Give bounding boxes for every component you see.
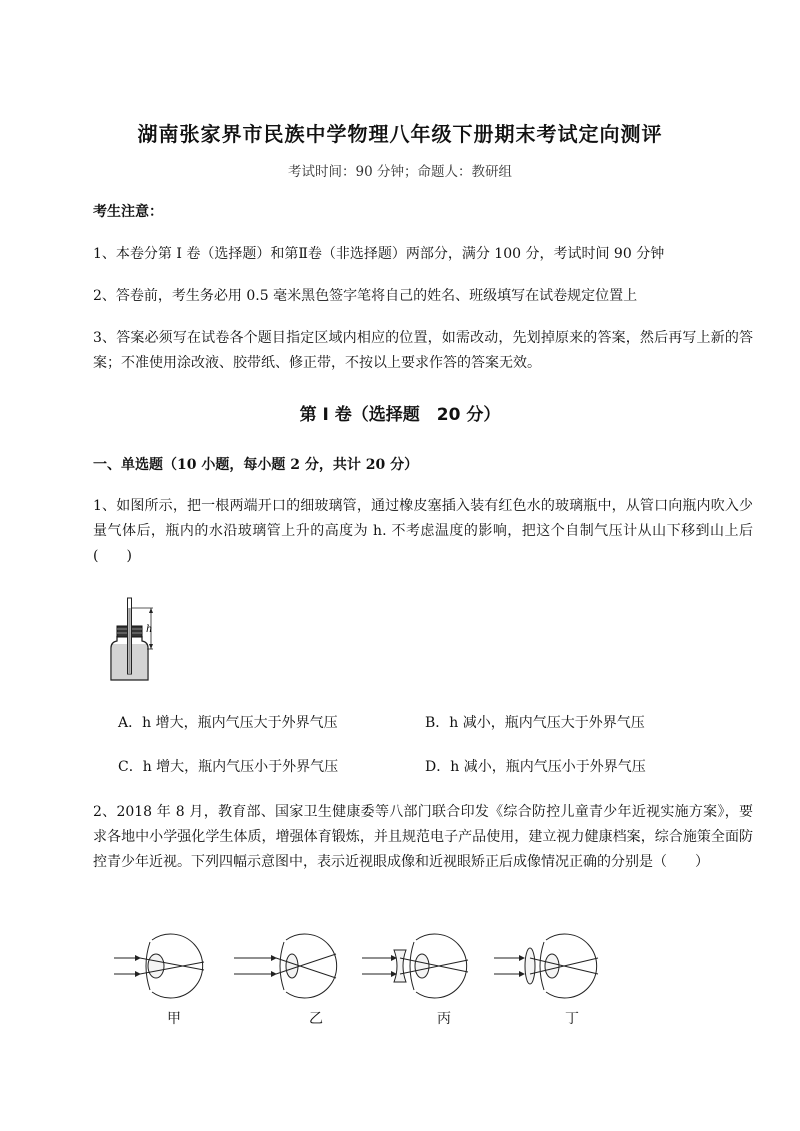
eye-diagrams-figure [110, 930, 630, 1005]
page-title: 湖南张家界市民族中学物理八年级下册期末考试定向测评 [137, 122, 663, 146]
notice-heading: 考生注意： [93, 204, 163, 220]
option-a[interactable]: A．h 增大，瓶内气压大于外界气压 [118, 715, 338, 731]
option-c[interactable]: C．h 增大，瓶内气压小于外界气压 [118, 759, 339, 775]
part-heading: 一、单选题（10 小题，每小题 2 分，共计 20 分） [93, 457, 419, 473]
eye-diagram-bing [362, 934, 468, 998]
figure-label-bing: 丙 [437, 1011, 451, 1027]
question-1-stem: 1、如图所示，把一根两端开口的细玻璃管，通过橡皮塞插入装有红色水的玻璃瓶中，从管口向瓶内吹入少量气体后，瓶内的水沿玻璃管上升的高度为 h. 不考虑温度的影响，把这个自制气压计从山下移到山上后( ) [93, 498, 753, 564]
option-b[interactable]: B．h 减小，瓶内气压大于外界气压 [425, 715, 645, 731]
eye-diagram-ding [494, 934, 598, 998]
notice-item-3: 3、答案必须写在试卷各个题目指定区域内相应的位置，如需改动，先划掉原来的答案，然后再写上新的答案；不准使用涂改液、胶带纸、修正带，不按以上要求作答的答案无效。 [93, 330, 753, 371]
question-2-stem: 2、2018 年 8 月，教育部、国家卫生健康委等八部门联合印发《综合防控儿童青少年近视实施方案》，要求各地中小学强化学生体质，增强体育锻炼，并且规范电子产品使用，建立视力健康档案，综合施策全面防控青少年近视。下列四幅示意图中，表示近视眼成像和近视眼矫正后成像情况正确的分别是（ ） [93, 804, 753, 870]
exam-info: 考试时间：90 分钟；命题人：教研组 [288, 164, 512, 180]
figure-label-yi: 乙 [309, 1011, 323, 1027]
eye-diagram-jia [114, 934, 204, 998]
eye-diagram-yi [234, 934, 337, 998]
figure-label-ding: 丁 [565, 1011, 579, 1027]
barometer-figure [105, 592, 165, 687]
figure-label-h: h [146, 624, 153, 635]
notice-item-2: 2、答卷前，考生务必用 0.5 毫米黑色签字笔将自己的姓名、班级填写在试卷规定位置上 [93, 288, 638, 304]
notice-item-1: 1、本卷分第 I 卷（选择题）和第Ⅱ卷（非选择题）两部分，满分 100 分，考试时间 90 分钟 [93, 246, 665, 262]
figure-label-jia: 甲 [167, 1011, 181, 1027]
section-title: 第 I 卷（选择题 20 分） [299, 405, 501, 425]
option-d[interactable]: D．h 减小，瓶内气压小于外界气压 [425, 759, 646, 775]
